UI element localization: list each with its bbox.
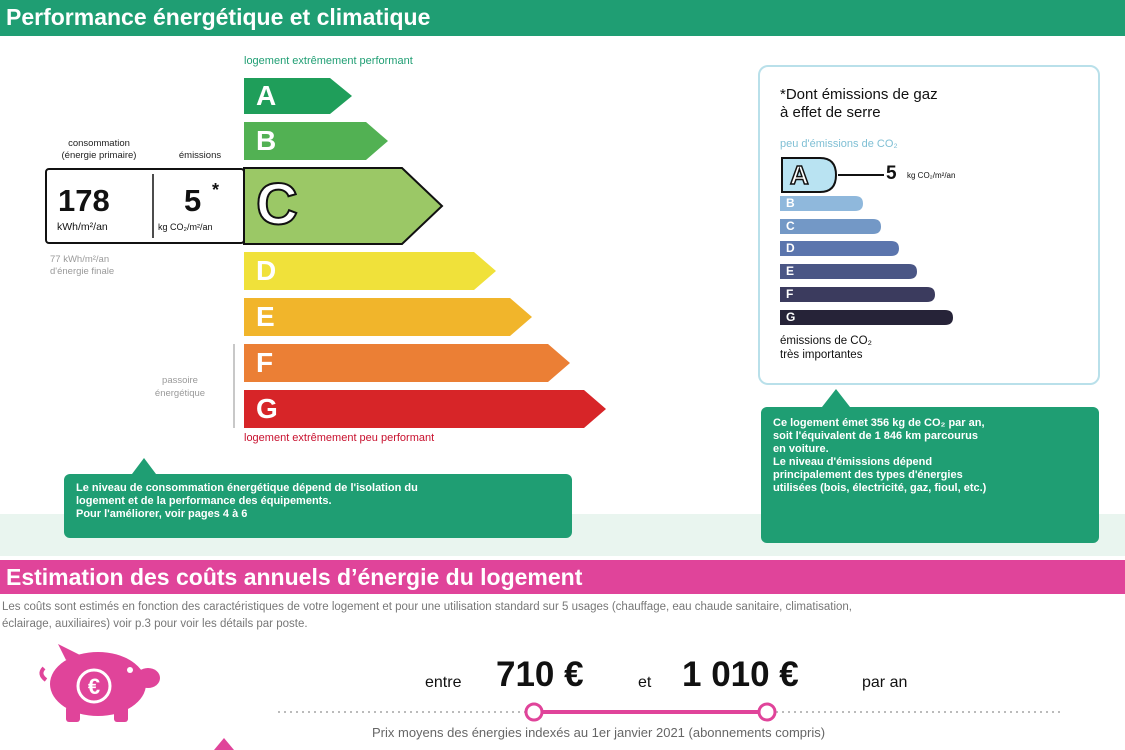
emissions-unit: kg CO₂/m²/an	[158, 222, 213, 232]
dpe-letter-a: A	[256, 80, 277, 111]
emissions-label: émissions	[178, 150, 222, 161]
ges-title: *Dont émissions de gaz à effet de serre	[780, 86, 938, 121]
cost-entre-label: entre	[425, 674, 462, 691]
ges-letter-e: E	[786, 264, 795, 278]
passoire-label: passoire énergétique	[154, 375, 206, 399]
ges-low-label: peu d'émissions de CO₂	[780, 138, 898, 150]
arrow-right-icon	[212, 738, 234, 750]
costs-description: Les coûts sont estimés en fonction des caractéristiques de votre logement et pour une utilisation standard sur 5 usages (chauffage, eau chaude sanitaire, climatisation, éclairage, auxiliaires) voir p.3 pour voir les détails par poste.	[2, 601, 853, 630]
callout-consumption-info: Le niveau de consommation énergétique dépend de l'isolation du logement et de la performance des équipements. Pour l'améliorer, voir pages 4 à 6	[64, 474, 572, 538]
cost-max-value: 1 010 €	[682, 655, 799, 694]
cost-range-slider	[270, 700, 1070, 724]
final-energy-note: 77 kWh/m²/an d'énergie finale	[50, 254, 115, 277]
ges-letter-d: D	[786, 241, 795, 255]
ges-bar-f	[780, 287, 935, 302]
dpe-letter-f: F	[256, 347, 274, 378]
section-title-performance: Performance énergétique et climatique	[6, 4, 431, 30]
cost-par-an-label: par an	[862, 674, 908, 691]
label-bottom-peu-performant: logement extrêmement peu performant	[244, 432, 435, 444]
ges-unit: kg CO₂/m²/an	[907, 171, 956, 180]
prix-note: Prix moyens des énergies indexés au 1er janvier 2021 (abonnements compris)	[372, 725, 826, 740]
ges-high-label: émissions de CO₂ très importantes	[780, 335, 873, 361]
svg-text:€: €	[87, 674, 101, 699]
ges-bar-c	[780, 219, 881, 234]
piggy-bank-icon	[36, 640, 168, 724]
cost-range-min-handle	[526, 704, 542, 720]
ges-bar-d	[780, 241, 899, 256]
emissions-star: *	[212, 180, 220, 200]
ges-letter-a: A	[790, 160, 809, 190]
dpe-letter-e: E	[256, 301, 275, 332]
dpe-letter-c: C	[256, 172, 298, 237]
callout-left-pointer	[132, 458, 156, 474]
cost-range-max-handle	[759, 704, 775, 720]
ges-bar-e	[780, 264, 917, 279]
callout-emissions-info: Ce logement émet 356 kg de CO₂ par an, soit l'équivalent de 1 846 km parcourus en voiture. Le niveau d'émissions dépend principalement des types d'énergies utilisées (bois, électricité, gaz, fioul, etc.)	[761, 407, 1099, 543]
ges-letter-b: B	[786, 196, 795, 210]
ges-value: 5	[886, 163, 897, 184]
dpe-letter-g: G	[256, 393, 278, 424]
ges-letter-f: F	[786, 287, 794, 301]
consumption-value: 178	[58, 183, 110, 218]
cost-et-label: et	[638, 674, 652, 691]
ges-letter-g: G	[786, 310, 796, 324]
section-title-costs: Estimation des coûts annuels d’énergie du logement	[6, 564, 583, 590]
dpe-letter-d: D	[256, 255, 277, 286]
label-top-performant: logement extrêmement performant	[244, 55, 413, 67]
cost-min-value: 710 €	[496, 655, 584, 694]
ges-letter-c: C	[786, 219, 795, 233]
emissions-value: 5	[184, 183, 202, 218]
dpe-letter-b: B	[256, 125, 277, 156]
consumption-unit: kWh/m²/an	[57, 221, 108, 233]
ges-bar-g	[780, 310, 953, 325]
consumption-label: consommation (énergie primaire)	[61, 138, 137, 161]
